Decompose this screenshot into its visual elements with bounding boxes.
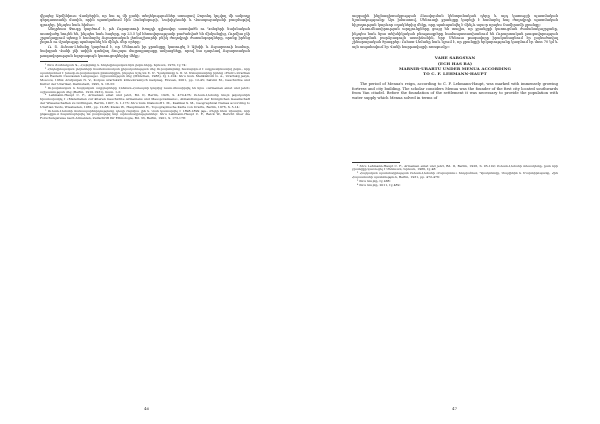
right-footnote-1: ¹ Տե՛ս Lehmann-Haupt C. F., Armenien einst und jetzt, Bd. II, Berlin, 1926, S. 95-102; Ուեստ-Լեմանի տեսակետը, ըստ որի ջրանցքը կառուցել է Մենուան, Երևան, 1986, էջ 48: (352, 163, 558, 172)
right-footnote-3: ³ Տե՛ս նույնը, էջ 488: (357, 178, 391, 183)
article-title-line-1: MARNIR-URARTU UNDER MENUA ACCORDING (399, 66, 511, 72)
article-author: VAHE SARGSYAN (434, 55, 476, 61)
right-footnote-4: ⁴ Տե՛ս նույնը, 2011, էջ 489: (357, 182, 401, 187)
left-footnote-1: ¹ Տե՛ս Ճահուկյան Գ., Հայերենը և հնդեվրոպական հին լեզուները, Երևան, 1970, էջ 74: (45, 63, 187, 68)
left-footnote-4: ⁴ Lehmann-Haupt C. F., Armenien einst und jetzt, Bd. II, Berlin, 1926, S. 470-476; Ուեստ-Լեմանը նույն թվականին հրատարակել է «Materialien zur älteren Geschichte Armeniens und Mesopotamiens», Abhandlungen der Königlichen Gesellschaft der Wissenschaften zu Göttingen, Berlin, 1907, S. 1-173: Տե՛ս նաև Diakonoff I. M., Kashkai S. M., Geographical Names according to Urartian Texts, Wiesbaden, 1981, pp. 12-88; Kleiss W., Hauptmann H., Topographische Karte von Urartu, Berlin, 1976, S. 5-14: (40, 93, 250, 109)
right-page (300, 0, 600, 424)
left-footnote-2: ² Հնդեվրոպական լեզուների համեմատական քերականության մեջ Ուրարտերենը համարվում է ագլյուտինատիվ լեզու, որը պատկանում է խուռի-ուրարտական ընտանիքին, ինչպես նշել են Ի. Մ. Դյակոնովը և Ս. Ա. Ստարոստինը իրենց «Hurro-Urartian as an Eastern Caucasian Language» աշխատության մեջ (München, 1986), էջ 1-104: Տե՛ս նաև Melikishvili G. A., Urartskij jazyk, Moscow, 1964; Arutjunjan N. V., Korpus urartskich klinoobraznych nadpisej, Erevan, 2001, pp. 12-45; Salvini M., Geschichte und Kultur der Urartäer, Darmstadt, 1995, S. 18-33: (40, 66, 250, 87)
left-body-paragraph-2: Անդրեաս Փուգը կարծում է, թե Ուրարտուի Խալդի գլխավոր աստվածն ու Կոնգերի նախնական աստվածը նույնն են, ինչպես նաև հայերը, որ 23.5 կմ հեռավորությամբ բաժանված են միմյանցից, Ուրմիա լճի շրջակայքում պետք է համարել Ուրարտական լեռնաշխարհի բնիկ ժողովրդի ժառանգորդները, որոնք իրենց լեզուն ու մշակույթը պահպանել են մինչև մեր օրերը: (40, 27, 250, 45)
left-body-paragraph-1: վկայեց Արմինիուս Վամբերին, որ նա ոչ մի քանի տեղեկություններ ստացավ Զորոնդ կոչվող մի ամբողջ գերդաստանի մասին, որին պատկանում էին Զանգեզուրի, Նախիջևանի և Վասպուրականի բազմաթիվ գյուղեր, ինչպես նաև հիմա»: (40, 14, 250, 27)
right-page-number: 47 (452, 406, 458, 411)
right-body-paragraph-1: ազգային ինքնագիտակցության ձևավորման կենտրոնական դերը և այդ կառույցի պատմական նշանակությունը: Այս իմաստով, Մենուայի ջրանցքը կարելի է համարել հայ ժողովրդի պատմական հիշողության կարևոր օղակներից մեկը, որը պահպանվել է մինչև այսօր որպես Շամիրամի ջրանցք: (352, 14, 558, 27)
left-page-column (40, 14, 250, 121)
left-footnote-3: ³ Ուրարտական և հայկական աղբյուրները Լեհման-Հաուպտի կողմից ուսումնասիրվել են նրա «Armenien einst und jetzt» աշխատության մեջ (Berlin, 1910-1931), հատ. 1-2: (40, 85, 250, 94)
page-spacer (352, 101, 558, 159)
right-footnote-2: ² Հայկական պատմագրության Ուեստ-Լեմանի «Ուրարտու» հոդվածում, Դիակոնովը, Սալվինին և Մարտիրոսյանը, Հին Հայաստանի պատմություն, Berlin, 1931, pp. 472-476: (352, 171, 558, 180)
left-footnote-5: ⁵ Ուեստ-Լեմանի ճանապարհորդությունը դեպի Ուրմիա լիճ և Վան կատարվել է 1898-1899 թթ., Բելկի հետ միասին, որի ընթացքում հայտնաբերվել են բազմաթիվ նոր արձանագրություններ: Տե՛ս Lehmann-Haupt C. F., Belck W., Bericht über die Forschungsreise nach Armenien, Zeitschrift für Ethnologie, Bd. 33, Berlin, 1901, S. 173-178: (40, 108, 250, 121)
footnote-divider (40, 61, 88, 62)
right-body-paragraph-2: Ուսումնասիրության արդյունքները ցույց են տալիս, որ ջրանցքի կառուցման ժամանակաշրջանը, ինչպես նաև նրա տեխնիկական բնութագրերը համապատասխանում են Ուրարտական թագավորության զարգացման բարձրագույն աստիճանին, երբ Մենուա թագավորը իրականացնում էր լայնածավալ շինարարական ծրագրեր: Ուեստ-Լեմանը նաև նշում է, որ ջրանցքի երկարությունը կազմում էր մոտ 70 կմ և այն ապահովում էր Վանի հարթավայրի ոռոգումը»: (352, 27, 558, 49)
article-title-line-2: TO C. F. LEHMANN-HAUPT (423, 71, 487, 77)
english-body-paragraph: The period of Menua's reign, according to C. F. Lehmann-Haupt, was marked with immensely growing fortress and city building. The scholar considers Menua was the founder of the first city located southwards from Van citadel. Before the foundation of the settlement it was necessary to provide the population with water supply which Menua solved in terms of (352, 81, 558, 100)
left-body-paragraph-3: Ռ. Շ. Ուեստ-Լեմանը կարծում է, որ Մենուան իր ջրանցքը կառուցել է Ալեփի և Ուրարտուի համար, նախքան Վանի լճի ափին գտնվող Տուշպա մայրաքաղաքը ամրացնելը, որով նա դարձավ Ուրարտական թագավորության հզորագույն կառուցողներից մեկը: (40, 44, 250, 58)
article-author-note: (ЕСН НАS RA) (437, 60, 473, 66)
footnote-divider (352, 162, 400, 163)
right-page-column (352, 14, 558, 187)
left-page-number: 46 (144, 406, 150, 411)
article-heading (352, 55, 558, 77)
